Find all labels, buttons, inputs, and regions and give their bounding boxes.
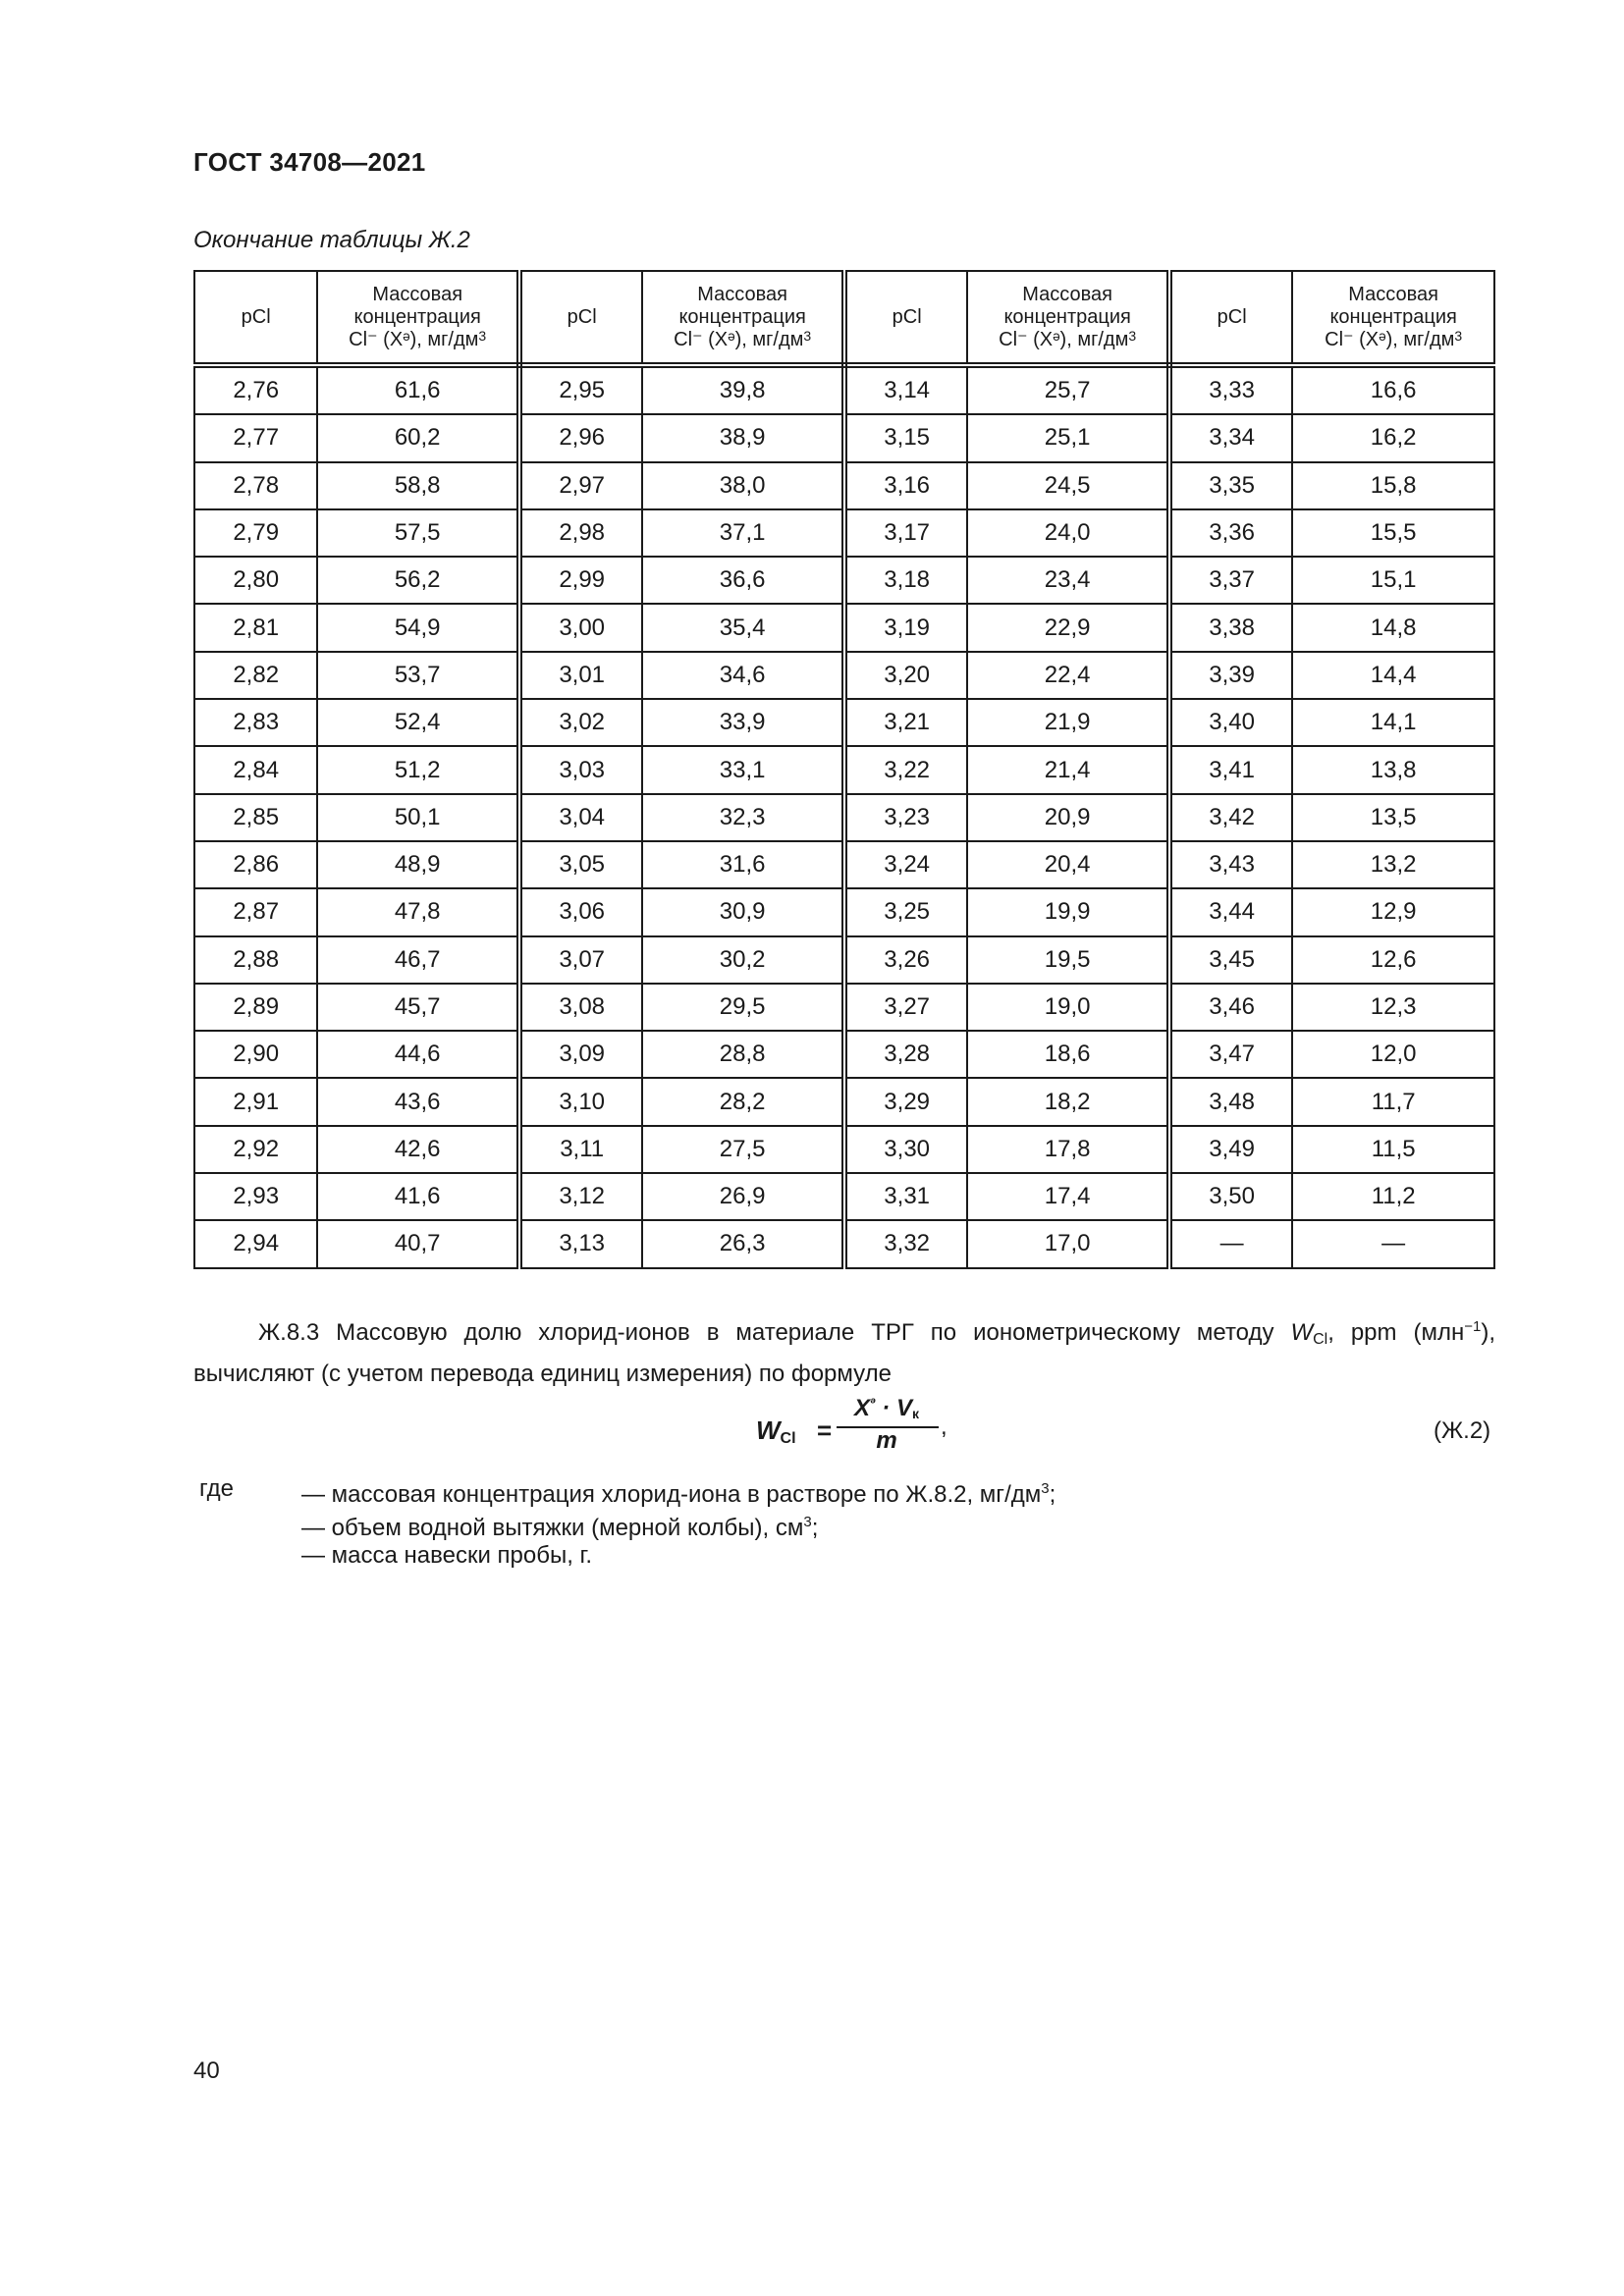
cell-concentration: 61,6: [317, 365, 519, 414]
formula-number: (Ж.2): [1434, 1417, 1491, 1444]
cell-pcl: 3,13: [519, 1220, 642, 1267]
cell-pcl: 3,43: [1169, 841, 1292, 888]
cell-concentration: 37,1: [642, 509, 844, 557]
cell-pcl: 2,99: [519, 557, 642, 604]
header-line: Cl⁻ (Xᵊ), мг/дм: [349, 328, 479, 350]
paragraph-text: ), вычисляют (с учетом перевода единиц измерения) по формуле: [193, 1319, 1495, 1387]
cell-concentration: 15,5: [1292, 509, 1494, 557]
table-row: [194, 888, 1494, 935]
cell-pcl: 3,49: [1169, 1126, 1292, 1173]
symbol-w: W: [1290, 1319, 1314, 1346]
cell-concentration: 12,9: [1292, 888, 1494, 935]
cell-pcl: 3,20: [844, 652, 967, 699]
cell-concentration: 14,1: [1292, 699, 1494, 746]
header-line: Массовая: [372, 283, 463, 305]
cell-concentration: 20,9: [967, 794, 1169, 841]
cell-pcl: 2,88: [194, 936, 317, 984]
cell-pcl: 3,31: [844, 1173, 967, 1220]
cell-pcl: 2,93: [194, 1173, 317, 1220]
cell-pcl: 2,94: [194, 1220, 317, 1267]
cell-pcl: 3,21: [844, 699, 967, 746]
cell-pcl: 3,38: [1169, 604, 1292, 651]
cell-concentration: 50,1: [317, 794, 519, 841]
cell-pcl: 3,08: [519, 984, 642, 1031]
cell-concentration: 15,8: [1292, 462, 1494, 509]
table-row: [194, 1220, 1494, 1267]
cell-pcl: 2,81: [194, 604, 317, 651]
cell-concentration: 32,3: [642, 794, 844, 841]
cell-concentration: 54,9: [317, 604, 519, 651]
table-row: [194, 462, 1494, 509]
table-row: [194, 794, 1494, 841]
header-line: Cl⁻ (Xᵊ), мг/дм: [1325, 328, 1455, 350]
cell-concentration: 12,3: [1292, 984, 1494, 1031]
definition-text: [301, 1539, 592, 1573]
cell-concentration: 42,6: [317, 1126, 519, 1173]
header-concentration: [317, 271, 519, 365]
cell-pcl: 2,89: [194, 984, 317, 1031]
cell-concentration: 39,8: [642, 365, 844, 414]
cell-concentration: 25,7: [967, 365, 1169, 414]
cell-concentration: 18,2: [967, 1078, 1169, 1125]
definition-body: — объем водной вытяжки (мерной колбы), см: [301, 1515, 804, 1541]
cell-concentration: 35,4: [642, 604, 844, 651]
formula-v: V: [895, 1395, 912, 1421]
header-pcl: pCl: [519, 271, 642, 365]
cell-concentration: 21,4: [967, 746, 1169, 793]
cell-pcl: 2,92: [194, 1126, 317, 1173]
header-sup: 3: [803, 327, 812, 344]
cell-concentration: 17,8: [967, 1126, 1169, 1173]
cell-pcl: 2,82: [194, 652, 317, 699]
cell-pcl: 3,28: [844, 1031, 967, 1078]
cell-pcl: 3,23: [844, 794, 967, 841]
cell-concentration: 51,2: [317, 746, 519, 793]
cell-pcl: —: [1169, 1220, 1292, 1267]
cell-pcl: 3,16: [844, 462, 967, 509]
table-row: [194, 557, 1494, 604]
cell-concentration: 46,7: [317, 936, 519, 984]
cell-concentration: 52,4: [317, 699, 519, 746]
formula-lhs-sub: Cl: [780, 1430, 796, 1447]
formula-lhs-symbol: W: [756, 1415, 781, 1445]
cell-concentration: 11,7: [1292, 1078, 1494, 1125]
cell-pcl: 3,35: [1169, 462, 1292, 509]
cell-concentration: 30,2: [642, 936, 844, 984]
cell-pcl: 2,95: [519, 365, 642, 414]
header-line: Cl⁻ (Xᵊ), мг/дм: [674, 328, 804, 350]
header-line: Cl⁻ (Xᵊ), мг/дм: [999, 328, 1129, 350]
cell-concentration: 30,9: [642, 888, 844, 935]
cell-concentration: 44,6: [317, 1031, 519, 1078]
table-row: [194, 365, 1494, 414]
cell-pcl: 3,14: [844, 365, 967, 414]
cell-pcl: 3,15: [844, 414, 967, 461]
table-row: [194, 604, 1494, 651]
cell-pcl: 3,32: [844, 1220, 967, 1267]
cell-pcl: 3,11: [519, 1126, 642, 1173]
table-row: [194, 652, 1494, 699]
cell-concentration: 57,5: [317, 509, 519, 557]
cell-concentration: 34,6: [642, 652, 844, 699]
header-line: концентрация: [1329, 305, 1457, 328]
header-pcl: pCl: [844, 271, 967, 365]
table-row: [194, 1126, 1494, 1173]
cell-pcl: 2,87: [194, 888, 317, 935]
cell-concentration: 29,5: [642, 984, 844, 1031]
cell-pcl: 3,24: [844, 841, 967, 888]
cell-pcl: 2,86: [194, 841, 317, 888]
cell-pcl: 3,06: [519, 888, 642, 935]
table-row: [194, 1031, 1494, 1078]
cell-concentration: 16,6: [1292, 365, 1494, 414]
cell-concentration: —: [1292, 1220, 1494, 1267]
cell-concentration: 23,4: [967, 557, 1169, 604]
cell-concentration: 33,9: [642, 699, 844, 746]
cell-concentration: 58,8: [317, 462, 519, 509]
cell-concentration: 22,9: [967, 604, 1169, 651]
cell-concentration: 13,5: [1292, 794, 1494, 841]
definition-lead: где: [199, 1475, 235, 1502]
cell-concentration: 45,7: [317, 984, 519, 1031]
formula-zh2: [756, 1394, 952, 1463]
formula-v-sub: к: [911, 1406, 919, 1421]
cell-pcl: 3,33: [1169, 365, 1292, 414]
cell-pcl: 2,97: [519, 462, 642, 509]
cell-pcl: 3,00: [519, 604, 642, 651]
method-paragraph: [193, 1309, 1495, 1391]
cell-pcl: 3,07: [519, 936, 642, 984]
cell-concentration: 19,0: [967, 984, 1169, 1031]
cell-concentration: 56,2: [317, 557, 519, 604]
cell-pcl: 2,96: [519, 414, 642, 461]
cell-pcl: 2,98: [519, 509, 642, 557]
header-concentration: [967, 271, 1169, 365]
cell-pcl: 3,26: [844, 936, 967, 984]
cell-pcl: 2,84: [194, 746, 317, 793]
cell-pcl: 3,01: [519, 652, 642, 699]
cell-concentration: 15,1: [1292, 557, 1494, 604]
table-row: [194, 841, 1494, 888]
table-caption: Окончание таблицы Ж.2: [193, 227, 470, 253]
cell-concentration: 19,5: [967, 936, 1169, 984]
paragraph-text: , ppm (млн: [1327, 1319, 1465, 1346]
document-header: ГОСТ 34708—2021: [193, 147, 426, 177]
cell-pcl: 3,19: [844, 604, 967, 651]
header-line: концентрация: [353, 305, 481, 328]
cell-pcl: 3,03: [519, 746, 642, 793]
cell-concentration: 12,0: [1292, 1031, 1494, 1078]
cell-concentration: 43,6: [317, 1078, 519, 1125]
cell-concentration: 53,7: [317, 652, 519, 699]
cell-pcl: 3,12: [519, 1173, 642, 1220]
cell-concentration: 41,6: [317, 1173, 519, 1220]
cell-concentration: 11,5: [1292, 1126, 1494, 1173]
data-table-container: [193, 270, 1495, 1269]
cell-concentration: 14,8: [1292, 604, 1494, 651]
definition-tail: ;: [1049, 1481, 1056, 1508]
cell-pcl: 3,10: [519, 1078, 642, 1125]
cell-concentration: 21,9: [967, 699, 1169, 746]
cell-concentration: 24,5: [967, 462, 1169, 509]
cell-concentration: 24,0: [967, 509, 1169, 557]
cell-concentration: 16,2: [1292, 414, 1494, 461]
cell-pcl: 3,40: [1169, 699, 1292, 746]
cell-concentration: 47,8: [317, 888, 519, 935]
table-row: [194, 936, 1494, 984]
formula-dot: ·: [875, 1395, 896, 1421]
header-concentration: [642, 271, 844, 365]
table-row: [194, 1173, 1494, 1220]
formula-comma: ,: [941, 1414, 947, 1440]
formula-lhs: [756, 1415, 796, 1448]
formula-equals: =: [817, 1415, 833, 1445]
cell-concentration: 26,3: [642, 1220, 844, 1267]
chloride-concentration-table: [193, 270, 1495, 1269]
definition-tail: ;: [811, 1515, 819, 1541]
cell-pcl: 3,39: [1169, 652, 1292, 699]
cell-concentration: 28,8: [642, 1031, 844, 1078]
cell-pcl: 3,04: [519, 794, 642, 841]
cell-concentration: 48,9: [317, 841, 519, 888]
cell-concentration: 13,8: [1292, 746, 1494, 793]
table-header-row: [194, 271, 1494, 365]
cell-concentration: 28,2: [642, 1078, 844, 1125]
header-pcl: pCl: [194, 271, 317, 365]
header-line: Массовая: [697, 283, 788, 305]
header-pcl: pCl: [1169, 271, 1292, 365]
paragraph-text: Ж.8.3 Массовую долю хлорид-ионов в материале ТРГ по ионометрическому методу: [258, 1319, 1291, 1346]
cell-pcl: 3,17: [844, 509, 967, 557]
header-line: концентрация: [678, 305, 806, 328]
cell-concentration: 22,4: [967, 652, 1169, 699]
definition-body: — массовая концентрация хлорид-иона в растворе по Ж.8.2, мг/дм: [301, 1481, 1042, 1508]
cell-pcl: 3,30: [844, 1126, 967, 1173]
cell-pcl: 3,09: [519, 1031, 642, 1078]
page-number: 40: [193, 2057, 220, 2084]
cell-pcl: 3,25: [844, 888, 967, 935]
cell-concentration: 17,0: [967, 1220, 1169, 1267]
table-row: [194, 509, 1494, 557]
unit-sup: −1: [1464, 1318, 1482, 1335]
cell-pcl: 3,47: [1169, 1031, 1292, 1078]
cell-pcl: 2,91: [194, 1078, 317, 1125]
cell-pcl: 3,37: [1169, 557, 1292, 604]
cell-pcl: 2,83: [194, 699, 317, 746]
header-line: Массовая: [1348, 283, 1439, 305]
cell-pcl: 3,48: [1169, 1078, 1292, 1125]
header-concentration: [1292, 271, 1494, 365]
definition-unit-sup: 3: [1041, 1480, 1050, 1497]
cell-pcl: 3,02: [519, 699, 642, 746]
cell-concentration: 20,4: [967, 841, 1169, 888]
cell-concentration: 13,2: [1292, 841, 1494, 888]
cell-concentration: 11,2: [1292, 1173, 1494, 1220]
cell-pcl: 2,79: [194, 509, 317, 557]
cell-pcl: 3,36: [1169, 509, 1292, 557]
cell-concentration: 38,0: [642, 462, 844, 509]
cell-pcl: 3,50: [1169, 1173, 1292, 1220]
header-sup: 3: [1128, 327, 1137, 344]
cell-concentration: 36,6: [642, 557, 844, 604]
cell-concentration: 17,4: [967, 1173, 1169, 1220]
definition-unit-sup: 3: [803, 1514, 812, 1530]
definition-body: — масса навески пробы, г.: [301, 1542, 593, 1569]
cell-pcl: 2,85: [194, 794, 317, 841]
cell-pcl: 3,46: [1169, 984, 1292, 1031]
table-row: [194, 746, 1494, 793]
cell-concentration: 18,6: [967, 1031, 1169, 1078]
cell-concentration: 14,4: [1292, 652, 1494, 699]
formula-x-sup: ᵊ: [870, 1394, 876, 1410]
formula-x: X: [854, 1395, 871, 1421]
cell-pcl: 3,45: [1169, 936, 1292, 984]
symbol-w-sub: Cl: [1313, 1331, 1328, 1348]
cell-concentration: 27,5: [642, 1126, 844, 1173]
formula-numerator: [833, 1394, 941, 1422]
cell-concentration: 26,9: [642, 1173, 844, 1220]
header-line: концентрация: [1003, 305, 1131, 328]
cell-concentration: 60,2: [317, 414, 519, 461]
cell-pcl: 2,90: [194, 1031, 317, 1078]
cell-pcl: 3,05: [519, 841, 642, 888]
header-sup: 3: [478, 327, 487, 344]
table-body: [194, 365, 1494, 1268]
cell-pcl: 3,27: [844, 984, 967, 1031]
cell-pcl: 3,22: [844, 746, 967, 793]
cell-concentration: 38,9: [642, 414, 844, 461]
cell-pcl: 2,76: [194, 365, 317, 414]
cell-pcl: 3,34: [1169, 414, 1292, 461]
cell-pcl: 3,18: [844, 557, 967, 604]
table-row: [194, 1078, 1494, 1125]
cell-concentration: 31,6: [642, 841, 844, 888]
cell-pcl: 2,77: [194, 414, 317, 461]
cell-concentration: 33,1: [642, 746, 844, 793]
cell-concentration: 40,7: [317, 1220, 519, 1267]
cell-pcl: 3,42: [1169, 794, 1292, 841]
cell-pcl: 3,29: [844, 1078, 967, 1125]
formula-denominator: m: [876, 1427, 897, 1454]
cell-pcl: 3,41: [1169, 746, 1292, 793]
cell-concentration: 19,9: [967, 888, 1169, 935]
cell-concentration: 12,6: [1292, 936, 1494, 984]
header-line: Массовая: [1022, 283, 1112, 305]
cell-pcl: 3,44: [1169, 888, 1292, 935]
table-row: [194, 414, 1494, 461]
cell-pcl: 2,80: [194, 557, 317, 604]
header-sup: 3: [1454, 327, 1463, 344]
cell-pcl: 2,78: [194, 462, 317, 509]
table-row: [194, 699, 1494, 746]
cell-concentration: 25,1: [967, 414, 1169, 461]
table-row: [194, 984, 1494, 1031]
